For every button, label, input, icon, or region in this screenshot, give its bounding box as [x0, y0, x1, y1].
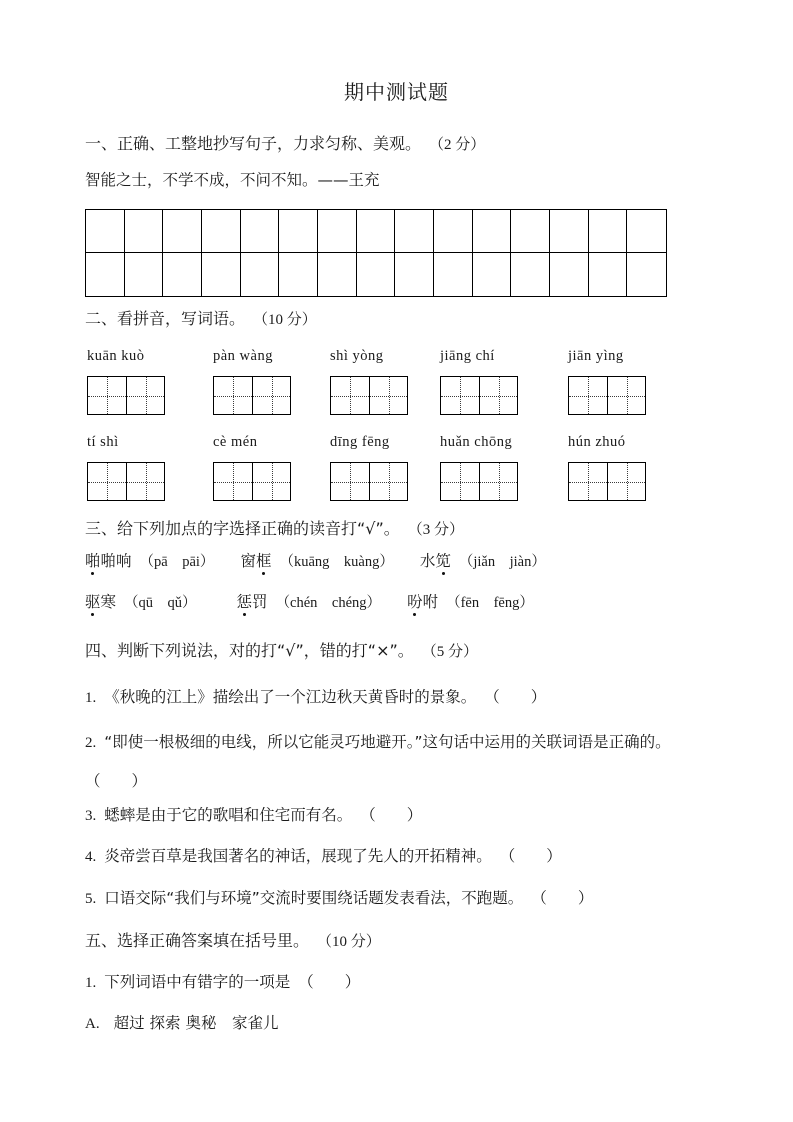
judgement-item-2	[85, 723, 725, 800]
option-label: A.	[85, 1016, 100, 1032]
item-text: 口语交际“我们与环境”交流时要围绕话题发表看法，不跑题。	[104, 889, 524, 907]
grid-cell[interactable]	[125, 253, 164, 296]
reading-options[interactable]: （chén chéng）	[275, 595, 382, 611]
page-title: 期中测试题	[344, 80, 449, 104]
section-2-heading-text: 二、看拼音，写词语。	[85, 309, 246, 328]
section-2-score: （10 分）	[253, 312, 317, 328]
tianzige-cell[interactable]	[214, 377, 252, 414]
item-number: 4.	[85, 849, 97, 865]
judgement-item-1	[85, 687, 715, 709]
grid-cell[interactable]	[163, 210, 202, 253]
grid-cell[interactable]	[511, 253, 550, 296]
grid-cell[interactable]	[279, 210, 318, 253]
tianzige-box[interactable]	[568, 462, 646, 501]
dotted-char: 啪	[85, 552, 101, 570]
tianzige-cell[interactable]	[331, 377, 369, 414]
dotted-char: 框	[255, 552, 272, 570]
reading-choice-item[interactable]	[85, 552, 214, 570]
grid-cell[interactable]	[627, 253, 666, 296]
grid-cell[interactable]	[318, 210, 357, 253]
dotted-char: 吩	[407, 593, 423, 611]
grid-cell[interactable]	[473, 253, 512, 296]
dotted-char: 驱	[85, 593, 101, 611]
tianzige-cell[interactable]	[479, 377, 517, 414]
tianzige-cell[interactable]	[88, 463, 126, 500]
grid-cell[interactable]	[318, 253, 357, 296]
tianzige-box[interactable]	[213, 462, 291, 501]
tianzige-cell[interactable]	[441, 377, 479, 414]
tianzige-cell[interactable]	[88, 377, 126, 414]
section-3-heading-text: 三、给下列加点的字选择正确的读音打“√”。	[85, 519, 400, 538]
tianzige-box[interactable]	[440, 462, 518, 501]
reading-options[interactable]: （jiǎn jiàn）	[458, 554, 546, 570]
grid-cell[interactable]	[202, 210, 241, 253]
reading-choice-item[interactable]	[240, 552, 393, 570]
section-1-heading	[85, 133, 715, 156]
question-text: 下列词语中有错字的一项是	[104, 973, 291, 991]
section-1-heading-text: 一、正确、工整地抄写句子，力求匀称、美观。	[85, 134, 422, 153]
item-number: 1.	[85, 690, 97, 706]
pinyin-label: hún zhuó	[568, 434, 626, 450]
reading-options[interactable]: （pā pāi）	[139, 554, 215, 570]
tianzige-cell[interactable]	[569, 377, 607, 414]
tianzige-cell[interactable]	[252, 377, 290, 414]
grid-cell[interactable]	[357, 253, 396, 296]
section-4-heading	[85, 640, 715, 663]
reading-options[interactable]: （kuāng kuàng）	[279, 554, 394, 570]
tianzige-cell[interactable]	[126, 463, 164, 500]
option-text: 超过 探索 奥秘 家雀儿	[113, 1014, 279, 1032]
section-4-heading-text: 四、判断下列说法，对的打“√”，错的打“×”。	[85, 641, 414, 660]
tianzige-cell[interactable]	[126, 377, 164, 414]
pinyin-label: shì yòng	[330, 348, 384, 364]
grid-cell[interactable]	[511, 210, 550, 253]
grid-cell[interactable]	[395, 210, 434, 253]
tianzige-box[interactable]	[568, 376, 646, 415]
grid-cell[interactable]	[473, 210, 512, 253]
pinyin-label: huǎn chōng	[440, 434, 513, 450]
pinyin-label: jiān yìng	[568, 348, 624, 364]
grid-cell[interactable]	[627, 210, 666, 253]
tianzige-cell[interactable]	[441, 463, 479, 500]
grid-cell[interactable]	[125, 210, 164, 253]
answer-bracket[interactable]: （ ）	[360, 806, 423, 824]
word-prefix: 窗	[240, 552, 256, 570]
reading-choice-item[interactable]	[85, 593, 197, 611]
word-prefix: 水	[419, 552, 436, 570]
answer-bracket[interactable]: （ ）	[85, 772, 148, 790]
tianzige-box[interactable]	[87, 376, 165, 415]
word-suffix: 寒	[100, 593, 117, 611]
section-5-score: （10 分）	[317, 934, 381, 950]
section-1-sentence: 智能之士，不学不成，不问不知。——王充	[85, 171, 380, 189]
grid-cell[interactable]	[589, 253, 628, 296]
judgement-item-3	[85, 805, 715, 827]
tianzige-cell[interactable]	[214, 463, 252, 500]
item-text: 蟋蟀是由于它的歌唱和住宅而有名。	[104, 806, 353, 824]
word-suffix: 罚	[252, 593, 268, 611]
reading-choice-item[interactable]	[407, 593, 534, 611]
item-number: 5.	[85, 891, 97, 907]
dotted-char: 笕	[435, 552, 451, 570]
section-3-heading	[85, 518, 715, 541]
section-5-heading	[85, 930, 715, 953]
grid-cell[interactable]	[550, 210, 589, 253]
tianzige-cell[interactable]	[331, 463, 369, 500]
section-2-heading	[85, 308, 715, 331]
tianzige-box[interactable]	[213, 376, 291, 415]
grid-cell[interactable]	[86, 253, 125, 296]
grid-cell[interactable]	[86, 210, 125, 253]
grid-cell[interactable]	[202, 253, 241, 296]
reading-choice-item[interactable]	[237, 593, 382, 611]
pinyin-label: jiāng chí	[440, 348, 495, 364]
grid-cell[interactable]	[241, 253, 280, 296]
pinyin-label: tí shì	[87, 434, 119, 450]
grid-cell[interactable]	[550, 253, 589, 296]
copy-writing-grid[interactable]	[85, 209, 667, 297]
grid-cell[interactable]	[241, 210, 280, 253]
grid-cell[interactable]	[434, 210, 473, 253]
grid-cell[interactable]	[279, 253, 318, 296]
section-3-row-2	[85, 592, 715, 614]
answer-bracket[interactable]: （ ）	[484, 688, 547, 706]
tianzige-box[interactable]	[330, 376, 408, 415]
reading-choice-item[interactable]	[420, 552, 546, 570]
section-4-score: （5 分）	[421, 644, 479, 660]
item-text: “即使一根极细的电线，所以它能灵巧地避开。”这句话中运用的关联词语是正确的。	[104, 733, 671, 751]
item-text: 《秋晚的江上》描绘出了一个江边秋天黄昏时的景象。	[104, 688, 477, 706]
dotted-char: 惩	[236, 593, 253, 611]
item-number: 1.	[85, 975, 97, 991]
tianzige-box[interactable]	[87, 462, 165, 501]
pinyin-label: dīng fēng	[330, 434, 390, 450]
reading-options[interactable]: （qū qǔ）	[124, 595, 197, 611]
section-3-score: （3 分）	[407, 522, 465, 538]
grid-cell[interactable]	[434, 253, 473, 296]
pinyin-label: cè mén	[213, 434, 258, 450]
judgement-item-5	[85, 888, 715, 910]
pinyin-label: kuān kuò	[87, 348, 145, 364]
section-5-heading-text: 五、选择正确答案填在括号里。	[85, 931, 310, 950]
tianzige-cell[interactable]	[369, 377, 407, 414]
word-suffix: 啪响	[100, 552, 132, 570]
tianzige-cell[interactable]	[607, 463, 645, 500]
reading-options[interactable]: （fēn fēng）	[446, 595, 534, 611]
word-suffix: 咐	[422, 593, 439, 611]
tianzige-cell[interactable]	[479, 463, 517, 500]
tianzige-cell[interactable]	[607, 377, 645, 414]
tianzige-cell[interactable]	[252, 463, 290, 500]
choice-question-1	[85, 972, 715, 994]
answer-bracket[interactable]: （ ）	[499, 847, 562, 865]
item-number: 3.	[85, 808, 97, 824]
grid-cell[interactable]	[395, 253, 434, 296]
answer-bracket[interactable]: （ ）	[298, 973, 361, 991]
choice-option-a[interactable]	[85, 1013, 715, 1035]
pinyin-row-2	[0, 434, 793, 520]
tianzige-cell[interactable]	[569, 463, 607, 500]
tianzige-box[interactable]	[440, 376, 518, 415]
pinyin-label: pàn wàng	[213, 348, 273, 364]
grid-cell[interactable]	[357, 210, 396, 253]
judgement-item-4	[85, 846, 715, 868]
pinyin-row-1	[0, 348, 793, 434]
grid-cell[interactable]	[163, 253, 202, 296]
item-number: 2.	[85, 735, 97, 751]
tianzige-box[interactable]	[330, 462, 408, 501]
item-text: 炎帝尝百草是我国著名的神话，展现了先人的开拓精神。	[104, 847, 492, 865]
grid-cell[interactable]	[589, 210, 628, 253]
section-3-row-1	[85, 551, 715, 573]
answer-bracket[interactable]: （ ）	[531, 889, 594, 907]
section-1-score: （2 分）	[429, 137, 486, 153]
tianzige-cell[interactable]	[369, 463, 407, 500]
